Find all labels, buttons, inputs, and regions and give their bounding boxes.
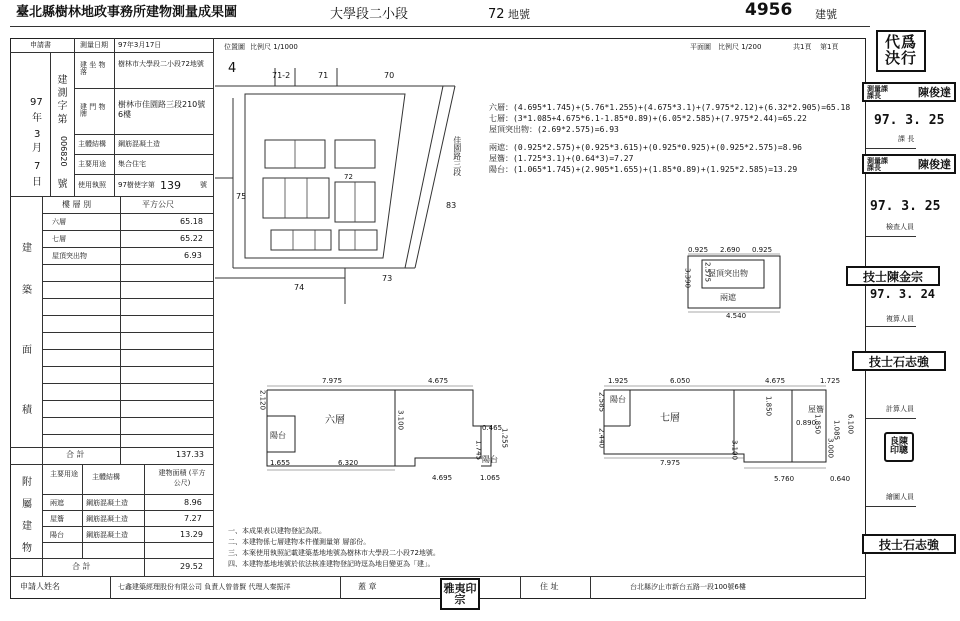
plan-scale: 比例尺 1/200 xyxy=(718,43,762,51)
lot-73: 73 xyxy=(382,274,393,283)
road-name: 佳園路三段 xyxy=(452,136,462,176)
floor7-balcony: 陽台 xyxy=(610,395,626,404)
structure-value: 鋼筋混凝土造 xyxy=(118,140,160,148)
door-label: 建 門 物 牌 xyxy=(80,103,106,118)
plan-page-no: 第1頁 xyxy=(820,43,839,51)
annex-use-0: 兩遮 xyxy=(50,499,64,507)
calc-label: 計算人員 xyxy=(886,405,914,413)
roof-dim-0: 0.925 xyxy=(688,246,709,254)
header-rule xyxy=(10,26,870,27)
f7-dim-13: 6.100 xyxy=(846,414,855,435)
side-month: 3 xyxy=(34,129,41,140)
structure-label: 主體結構 xyxy=(78,140,106,148)
side-month-unit: 月 xyxy=(32,143,42,154)
section-char-1: 築 xyxy=(22,285,32,296)
f6-dim-8: 1.745 xyxy=(474,440,483,461)
f7-dim-10: 0.890 xyxy=(796,419,817,427)
location-map-scale: 比例尺 1/1000 xyxy=(250,43,298,51)
side-year: 97 xyxy=(30,97,43,108)
plan-label: 平面圖 xyxy=(690,43,711,51)
lot-number: 72 xyxy=(488,7,505,22)
section-char-0: 建 xyxy=(22,243,32,254)
survey-date-label: 測量日期 xyxy=(80,41,108,49)
seal-label: 蓋 章 xyxy=(358,582,377,591)
rooftop-label: 屋頂突出物 xyxy=(708,269,748,278)
floor7-eave: 屋簷 xyxy=(808,405,824,414)
f7-dim-3: 1.725 xyxy=(820,377,841,385)
floor6-label: 六層 xyxy=(325,415,345,426)
section-name: 大學段二小段 xyxy=(330,7,409,22)
license-label: 使用執照 xyxy=(78,181,106,189)
formula-eave-cover: 兩遮：(0.925*2.575)+(0.925*3.615)+(0.925*0.925)+(0.925*2.575)=8.96 xyxy=(489,143,802,152)
side-serial: 006820 xyxy=(58,136,68,167)
use-label: 主要用途 xyxy=(78,160,106,168)
left-table xyxy=(10,38,213,576)
annex-struct-2: 鋼筋混凝土造 xyxy=(86,531,128,539)
approval-date-1: 97. 3. 25 xyxy=(874,113,945,128)
address-label: 住 址 xyxy=(540,582,559,591)
area-header: 平方公尺 xyxy=(142,200,174,209)
lot-74: 74 xyxy=(294,283,305,292)
lot-75: 75 xyxy=(236,192,247,201)
section-char-2: 面 xyxy=(22,345,32,356)
lot-72: 72 xyxy=(344,173,353,181)
f6-dim-2: 2.120 xyxy=(258,390,267,411)
note-4: 四、本建物基地地號於依法核准建物登記時逕為地目變更為「建」。 xyxy=(228,560,435,568)
technician-stamp-3: 技士石志強 xyxy=(862,534,956,554)
roof-dim-4: 3.390 xyxy=(683,268,692,289)
floor-area-2: 6.93 xyxy=(184,251,202,260)
annex-char-0: 附 xyxy=(22,477,32,488)
drafter-label: 繪圖人員 xyxy=(886,493,914,501)
building-number: 4956 xyxy=(745,0,793,20)
formula-balcony: 陽台：(1.065*1.745)+(2.905*1.655)+(1.85*0.89)+(1.925*2.585)=13.29 xyxy=(489,165,798,174)
annex-use-2: 陽台 xyxy=(50,531,64,539)
license-prefix: 97樹使字第 xyxy=(118,181,155,189)
annex-use-1: 屋簷 xyxy=(50,515,64,523)
approval-date-2: 97. 3. 25 xyxy=(870,199,941,214)
f7-dim-2: 4.675 xyxy=(765,377,786,385)
f6-dim-7: 0.465 xyxy=(482,424,503,432)
annex-total-label: 合 計 xyxy=(72,562,91,571)
proxy-decision-stamp: 代爲決行 xyxy=(876,30,926,72)
location-map-index: 4 xyxy=(228,61,237,76)
f7-dim-11: 3.000 xyxy=(826,438,835,459)
f6-dim-4: 6.320 xyxy=(338,459,359,467)
side-text-b: 號 xyxy=(55,178,66,188)
note-3: 三、本案使用執照記載建築基地地號為樹林市大學段二小段72地號。 xyxy=(228,549,440,557)
f6-dim-10: 3.100 xyxy=(396,410,405,431)
f7-dim-4: 2.585 xyxy=(597,392,606,413)
left-table-divider xyxy=(213,38,214,576)
use-value: 集合住宅 xyxy=(118,160,146,168)
annex-total: 29.52 xyxy=(180,562,203,571)
floor-area-1: 65.22 xyxy=(180,234,203,243)
floor-total: 137.33 xyxy=(176,450,204,459)
chief-stamp-2 xyxy=(862,154,956,174)
f7-dim-9: 1.850 xyxy=(764,396,773,417)
floor6-balcony-b: 陽台 xyxy=(482,455,498,464)
floor-name-0: 六層 xyxy=(52,218,66,226)
chief-title-1: 測量課課長 xyxy=(867,84,888,100)
location-map xyxy=(215,58,475,308)
survey-date: 97年3月17日 xyxy=(118,41,162,49)
applicant-seal: 雅夷印宗 xyxy=(440,578,480,610)
building-label: 建號 xyxy=(815,8,837,21)
annex-struct-1: 鋼筋混凝土造 xyxy=(86,515,128,523)
floor-area-0: 65.18 xyxy=(180,217,203,226)
f7-dim-8: 0.640 xyxy=(830,475,851,483)
floor7-label: 七層 xyxy=(660,413,680,424)
section-char-3: 積 xyxy=(22,405,32,416)
approval-date-3: 97. 3. 24 xyxy=(870,287,936,301)
f7-dim-15: 1.850 xyxy=(813,414,822,435)
side-day: 7 xyxy=(34,161,41,172)
address-value: 台北縣汐止市新台五路一段100號6樓 xyxy=(630,583,746,591)
applicant-label: 申請人姓名 xyxy=(20,582,60,591)
location-map-label: 位置圖 xyxy=(224,43,245,51)
approval-date-3-label: 複算人員 xyxy=(886,315,914,323)
applicant-no-label: 申請書 xyxy=(30,41,51,49)
annex-char-1: 屬 xyxy=(22,499,32,510)
side-day-unit: 日 xyxy=(32,177,42,188)
technician-stamp-2: 技士石志強 xyxy=(852,351,946,371)
chief-name-1: 陳俊達 xyxy=(918,86,951,99)
annex-struct-header: 主體結構 xyxy=(92,473,120,481)
annex-use-header: 主要用途 xyxy=(50,470,78,478)
f6-dim-1: 4.675 xyxy=(428,377,449,385)
annex-area-2: 13.29 xyxy=(180,530,203,539)
lot-71: 71 xyxy=(318,71,329,80)
f6-dim-0: 7.975 xyxy=(322,377,343,385)
chief-stamp-1 xyxy=(862,82,956,102)
applicant-name: 七鑫建築經理股份有限公司 負責人曾普賢 代理人秦振洋 xyxy=(118,583,291,591)
plan-page: 共1頁 xyxy=(793,43,812,51)
annex-area-1: 7.27 xyxy=(184,514,202,523)
annex-struct-0: 鋼筋混凝土造 xyxy=(86,499,128,507)
note-1: 一、本成果表以建物登記為限。 xyxy=(228,527,326,535)
annex-area-0: 8.96 xyxy=(184,498,202,507)
f6-dim-5: 4.695 xyxy=(432,474,453,482)
floor6-balcony-a: 陽台 xyxy=(270,431,286,440)
formula-7f: 七層：(3*1.085+4.675*6.1-1.85*0.89)+(6.05*2.585)+(7.975*2.44)=65.22 xyxy=(489,114,807,123)
f6-dim-6: 1.065 xyxy=(480,474,501,482)
f7-dim-5: 2.440 xyxy=(597,428,606,449)
roof-dim-5: 2.575 xyxy=(703,262,712,283)
roof-dim-1: 2.690 xyxy=(720,246,741,254)
floor-name-2: 屋頂突出物 xyxy=(52,252,87,260)
rooftop-plan xyxy=(680,250,790,320)
side-year-unit: 年 xyxy=(32,113,42,124)
f7-dim-14: 3.100 xyxy=(730,440,739,461)
chief-title-2: 測量課課長 xyxy=(867,156,888,172)
lot-70: 70 xyxy=(384,71,395,80)
f7-dim-6: 7.975 xyxy=(660,459,681,467)
approval-date-2-label: 檢查人員 xyxy=(886,223,914,231)
document-title: 臺北縣樹林地政事務所建物測量成果圖 xyxy=(16,5,238,20)
formula-roof: 屋頂突出物：(2.69*2.575)=6.93 xyxy=(489,125,619,134)
floor-header: 樓 層 別 xyxy=(62,200,92,209)
f7-dim-12: 1.085 xyxy=(832,420,841,441)
annex-char-3: 物 xyxy=(22,543,32,554)
approval-date-1-label: 課 長 xyxy=(898,135,915,143)
side-text-a: 建 測 字 第 xyxy=(55,74,66,124)
chief-name-2: 陳俊達 xyxy=(918,158,951,171)
roof-dim-2: 0.925 xyxy=(752,246,773,254)
location-label: 建 坐 物 落 xyxy=(80,61,106,76)
floor-total-label: 合 計 xyxy=(66,450,85,459)
license-no: 139 xyxy=(160,179,181,192)
door-value: 樹林市佳園路三段210號6樓 xyxy=(118,100,206,120)
lot-71-2: 71-2 xyxy=(272,71,291,80)
f7-dim-1: 6.050 xyxy=(670,377,691,385)
building-location: 樹林市大學段二小段72地號 xyxy=(118,60,204,68)
formula-eave: 屋簷：(1.725*3.1)+(0.64*3)=7.27 xyxy=(489,154,634,163)
lot-label: 地號 xyxy=(508,8,530,21)
floor-name-1: 七層 xyxy=(52,235,66,243)
rooftop-eave: 兩遮 xyxy=(720,293,736,302)
f6-dim-9: 1.255 xyxy=(500,428,509,449)
note-2: 二、本建物係七層建物本件僅測量第 層部份。 xyxy=(228,538,371,546)
f7-dim-0: 1.925 xyxy=(608,377,629,385)
name-seal: 良陳印聰 xyxy=(884,432,914,462)
technician-stamp-1: 技士陳金宗 xyxy=(846,266,940,286)
license-suffix: 號 xyxy=(200,181,207,189)
annex-area-header: 建物面積 (平方公尺) xyxy=(158,469,206,487)
f7-dim-7: 5.760 xyxy=(774,475,795,483)
f6-dim-3: 1.655 xyxy=(270,459,291,467)
lot-83: 83 xyxy=(446,201,457,210)
formula-6f: 六層：(4.695*1.745)+(5.76*1.255)+(4.675*3.1)+(7.975*2.12)+(6.32*2.905)=65.18 xyxy=(489,103,851,112)
annex-char-2: 建 xyxy=(22,521,32,532)
roof-dim-3: 4.540 xyxy=(726,312,747,320)
